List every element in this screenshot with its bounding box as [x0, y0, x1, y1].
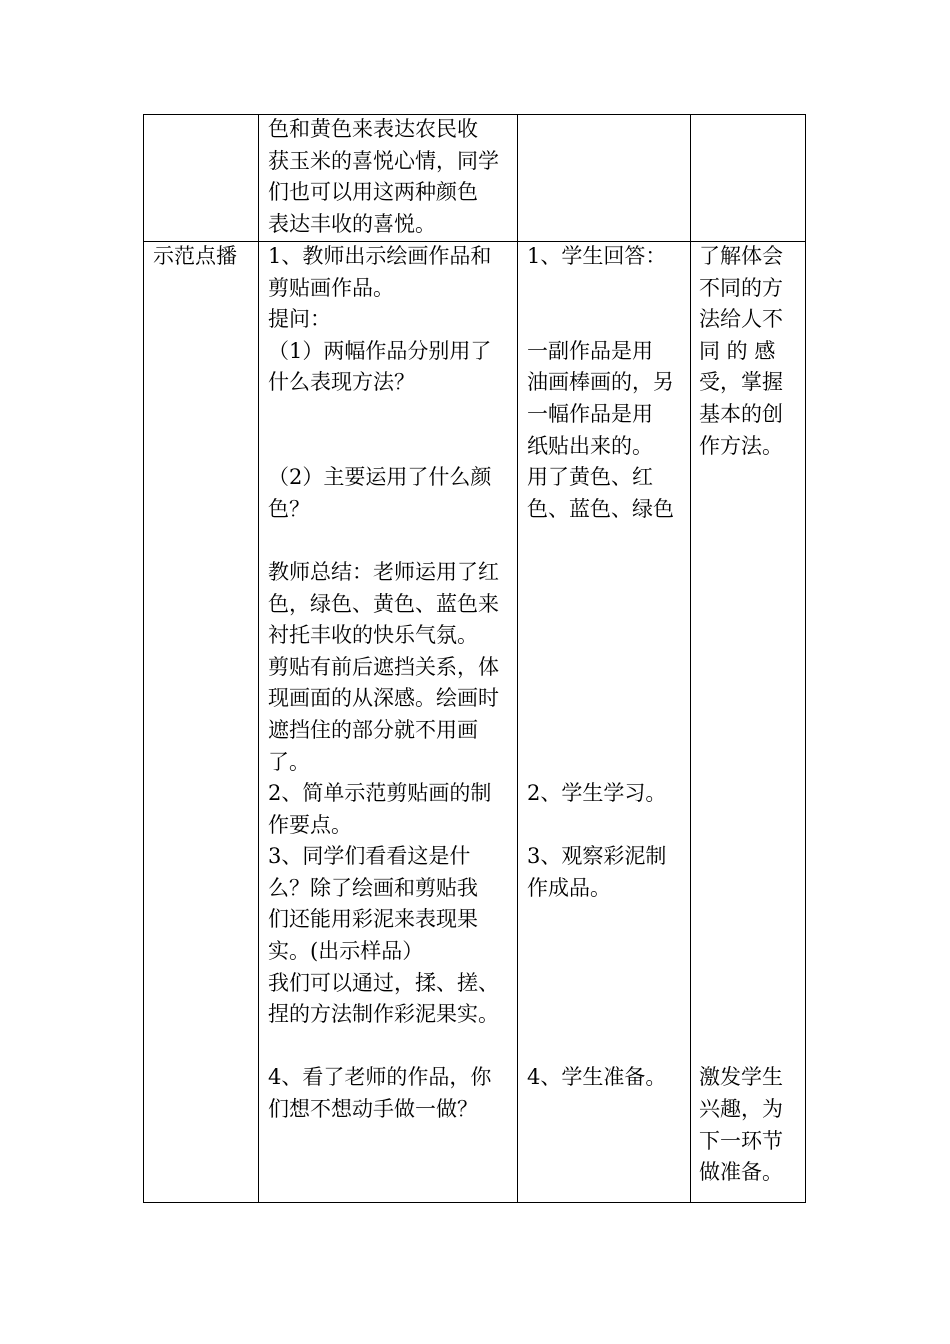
text-line — [699, 873, 796, 905]
text-line: 4、看了老师的作品，你 — [268, 1065, 492, 1090]
text-line: 受，掌握 — [699, 370, 783, 395]
text-line — [268, 1031, 508, 1063]
text-line: 做准备。 — [699, 1160, 783, 1185]
text-line: 么？除了绘画和剪贴我 — [268, 875, 478, 900]
text-line: 作成品。 — [527, 875, 611, 900]
text-line — [699, 557, 796, 589]
text-line: 用了黄色、红 — [527, 465, 653, 490]
text-line: 们想不想动手做一做？ — [268, 1097, 478, 1122]
text-line: 作方法。 — [699, 433, 783, 458]
table-border-bottom — [143, 1202, 806, 1203]
text-line — [699, 620, 796, 652]
text-line — [699, 715, 796, 747]
text-line — [527, 525, 681, 557]
text-line: 色？ — [268, 496, 310, 521]
row1-intent-cell — [699, 241, 796, 1189]
text-line — [527, 683, 681, 715]
text-line — [527, 304, 681, 336]
text-line: 2、简单示范剪贴画的制 — [268, 781, 492, 806]
text-line — [527, 273, 681, 305]
text-line — [527, 936, 681, 968]
text-line: 一幅作品是用 — [527, 401, 653, 426]
text-line: 2、学生学习。 — [527, 781, 667, 806]
text-line: 一副作品是用 — [527, 338, 653, 363]
text-line: 我们可以通过，揉、搓、 — [268, 970, 499, 995]
text-line: 油画棒画的，另 — [527, 370, 674, 395]
text-line: 教师总结：老师运用了红 — [268, 559, 499, 584]
table-border-col3 — [517, 114, 518, 1203]
text-line: 表达丰收的喜悦。 — [268, 211, 436, 236]
text-line — [699, 968, 796, 1000]
row1-stage-cell — [153, 241, 251, 273]
text-line: 示范点播 — [153, 244, 237, 268]
text-line: 下一环节 — [699, 1128, 783, 1153]
text-line: 了。 — [268, 749, 310, 774]
text-line: 们还能用彩泥来表现果 — [268, 907, 478, 932]
text-line: 同 的 感 — [699, 338, 776, 363]
text-line — [699, 1031, 796, 1063]
text-line — [699, 936, 796, 968]
text-line: 1、教师出示绘画作品和 — [268, 244, 492, 268]
text-line: 们也可以用这两种颜色 — [268, 180, 478, 205]
text-line: 实。(出示样品） — [268, 939, 424, 964]
text-line: 现画面的从深感。绘画时 — [268, 686, 499, 711]
text-line: 了解体会 — [699, 244, 783, 268]
row1-teacher-cell — [268, 241, 508, 1126]
text-line: 4、学生准备。 — [527, 1065, 667, 1090]
text-line: 法给人不 — [699, 307, 783, 332]
text-line: 作要点。 — [268, 812, 352, 837]
table-border-right — [805, 114, 806, 1203]
text-line: 不同的方 — [699, 275, 783, 300]
text-line: 兴趣，为 — [699, 1097, 783, 1122]
text-line: 色和黄色来表达农民收 — [268, 117, 478, 141]
text-line — [527, 999, 681, 1031]
text-line: 捏的方法制作彩泥果实。 — [268, 1002, 499, 1027]
table-border-col4 — [690, 114, 691, 1203]
text-line: 什么表现方法？ — [268, 370, 415, 395]
table-border-left — [143, 114, 144, 1203]
text-line — [527, 589, 681, 621]
text-line — [699, 904, 796, 936]
text-line — [699, 683, 796, 715]
text-line: 3、同学们看看这是什 — [268, 844, 471, 869]
text-line: 色、蓝色、绿色 — [527, 496, 674, 521]
text-line — [699, 525, 796, 557]
text-line: 纸贴出来的。 — [527, 433, 653, 458]
text-line — [699, 494, 796, 526]
text-line — [699, 747, 796, 779]
text-line: 基本的创 — [699, 401, 783, 426]
text-line — [527, 715, 681, 747]
text-line — [527, 1031, 681, 1063]
text-line — [699, 589, 796, 621]
text-line — [527, 557, 681, 589]
row1-student-cell — [527, 241, 681, 1094]
text-line: 1、学生回答： — [527, 244, 667, 268]
text-line: 衬托丰收的快乐气氛。 — [268, 623, 478, 648]
text-line: （1）两幅作品分别用了 — [268, 338, 492, 363]
text-line — [527, 810, 681, 842]
text-line — [699, 462, 796, 494]
text-line: 剪贴有前后遮挡关系，体 — [268, 654, 499, 679]
text-line — [699, 810, 796, 842]
table-border-col2 — [258, 114, 259, 1203]
text-line: 激发学生 — [699, 1065, 783, 1090]
text-line: 遮挡住的部分就不用画 — [268, 717, 478, 742]
text-line: 3、观察彩泥制 — [527, 844, 667, 869]
text-line: 获玉米的喜悦心情，同学 — [268, 148, 499, 173]
text-line — [527, 620, 681, 652]
text-line: （2）主要运用了什么颜 — [268, 465, 492, 490]
text-line — [268, 431, 508, 463]
text-line: 剪贴画作品。 — [268, 275, 394, 300]
text-line — [527, 968, 681, 1000]
text-line: 提问： — [268, 307, 331, 332]
text-line — [527, 904, 681, 936]
text-line: 色，绿色、黄色、蓝色来 — [268, 591, 499, 616]
text-line — [527, 747, 681, 779]
text-line — [699, 999, 796, 1031]
row0-teacher-cell — [268, 114, 508, 240]
text-line — [268, 399, 508, 431]
text-line — [268, 525, 508, 557]
text-line — [699, 778, 796, 810]
text-line — [699, 841, 796, 873]
text-line — [699, 652, 796, 684]
text-line — [527, 652, 681, 684]
